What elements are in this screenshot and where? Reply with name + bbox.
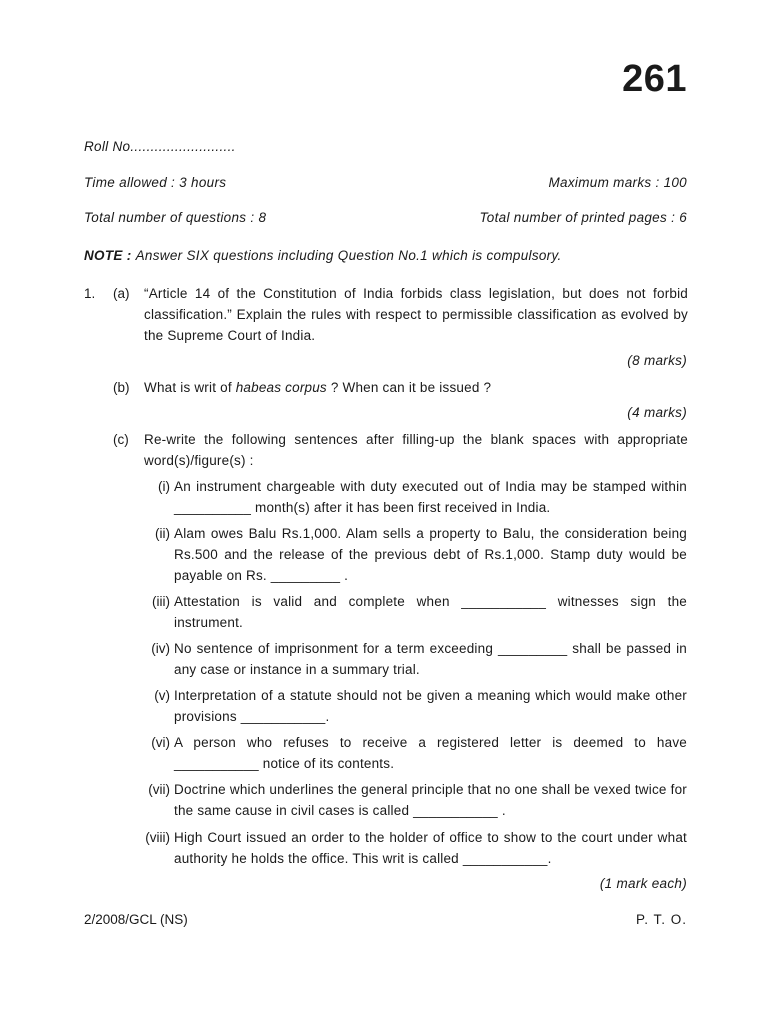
part-c-label: (c) xyxy=(113,432,129,447)
maximum-marks: Maximum marks : 100 xyxy=(548,175,687,190)
counts-row xyxy=(84,210,687,225)
item-text: Doctrine which underlines the general principle that no one shall be vexed twice for the same cause in civil cases is called ___________ . xyxy=(174,782,687,818)
item-text: Interpretation of a statute should not be given a meaning which would make other provisions ___________. xyxy=(174,688,687,724)
roll-no: Roll No.......................... xyxy=(84,139,236,154)
total-questions: Total number of questions : 8 xyxy=(84,210,267,225)
part-a-label: (a) xyxy=(113,286,130,301)
time-allowed: Time allowed : 3 hours xyxy=(84,175,227,190)
list-item xyxy=(120,476,687,518)
item-text: An instrument chargeable with duty executed out of India may be stamped within __________ month(s) after it has been first received in India. xyxy=(174,479,687,515)
item-label: (i) xyxy=(158,479,170,494)
list-item xyxy=(120,591,687,633)
list-item xyxy=(120,779,687,821)
paper-code: 261 xyxy=(622,58,687,100)
item-text: High Court issued an order to the holder of office to show to the court under what authority he holds the office. This writ is called ___________. xyxy=(174,830,687,866)
list-item xyxy=(120,638,687,680)
part-b-text-before: What is writ of xyxy=(144,380,236,395)
item-text: Attestation is valid and complete when ___________ witnesses sign the instrument. xyxy=(174,594,687,630)
list-item xyxy=(120,523,687,586)
list-item xyxy=(120,827,687,869)
footer-code: 2/2008/GCL (NS) xyxy=(84,912,188,927)
part-b-text-after: ? When can it be issued ? xyxy=(326,380,492,395)
item-label: (ii) xyxy=(155,526,170,541)
list-item xyxy=(120,732,687,774)
note-label: NOTE : xyxy=(84,248,132,263)
time-marks-row xyxy=(84,175,687,190)
item-text: Alam owes Balu Rs.1,000. Alam sells a property to Balu, the consideration being Rs.500 and the release of the previous debt of Rs.1,000. Stamp duty would be payable on Rs. _________ . xyxy=(174,526,687,583)
printed-pages: Total number of printed pages : 6 xyxy=(479,210,687,225)
note-text: Answer SIX questions including Question No.1 which is compulsory. xyxy=(135,248,562,263)
list-item xyxy=(120,685,687,727)
part-b-label: (b) xyxy=(113,380,130,395)
part-c-marks: (1 mark each) xyxy=(599,876,687,891)
item-label: (vi) xyxy=(151,735,170,750)
part-b-text xyxy=(144,377,688,398)
item-label: (viii) xyxy=(145,830,170,845)
item-label: (iii) xyxy=(152,594,170,609)
instruction-note xyxy=(84,248,562,263)
item-label: (v) xyxy=(154,688,170,703)
part-a-text: “Article 14 of the Constitution of India forbids class legislation, but does not forbid classification.” Explain the rules with respect to permissible classification as evolved by the Supreme Court of India. xyxy=(144,286,688,343)
item-text: No sentence of imprisonment for a term exceeding _________ shall be passed in any case or instance in a summary trial. xyxy=(174,641,687,677)
footer-pto: P. T. O. xyxy=(635,912,687,927)
item-label: (iv) xyxy=(151,641,170,656)
part-c-text: Re-write the following sentences after filling-up the blank spaces with appropriate word(s)/figure(s) : xyxy=(144,432,688,468)
part-b-text-italic: habeas corpus xyxy=(235,380,327,395)
part-a-marks: (8 marks) xyxy=(627,353,687,368)
part-b-marks: (4 marks) xyxy=(627,405,687,420)
item-text: A person who refuses to receive a registered letter is deemed to have ___________ notice of its contents. xyxy=(174,735,687,771)
item-label: (vii) xyxy=(148,782,170,797)
question-number: 1. xyxy=(84,286,96,301)
